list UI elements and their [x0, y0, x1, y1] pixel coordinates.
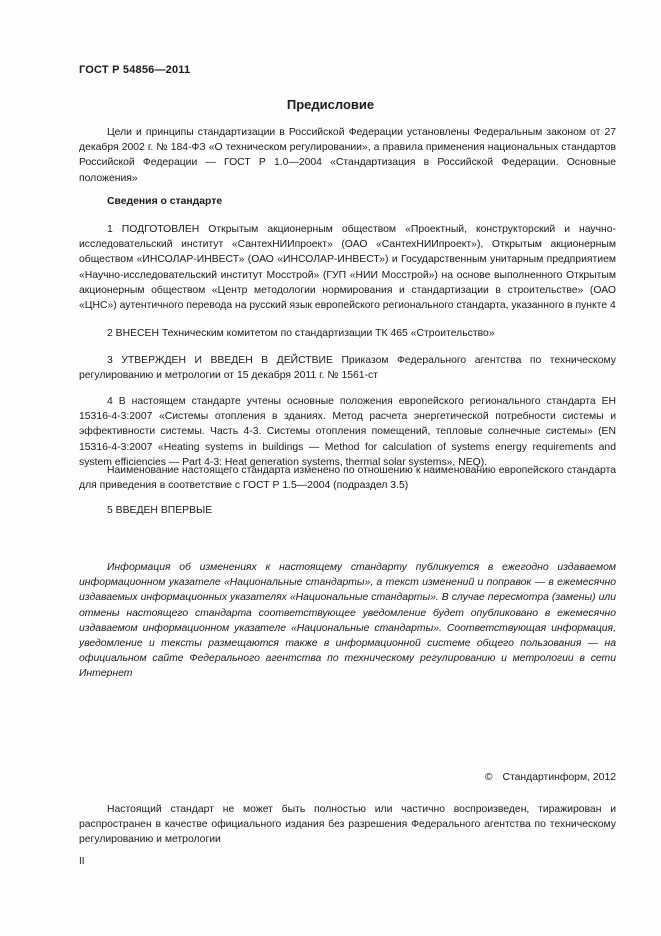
document-number: ГОСТ Р 54856—2011	[79, 64, 191, 76]
reproduction-notice: Настоящий стандарт не может быть полностью или частично воспроизведен, тиражирован и распространен в качестве официального издания без разрешения Федерального агентства по техническому регулированию и метрологии	[79, 804, 616, 846]
copyright-icon: ©	[484, 772, 493, 783]
page-number: II	[79, 856, 85, 867]
intro-paragraph: Цели и принципы стандартизации в Российской Федерации установлены Федеральным законом от 27 декабря 2002 г. № 184-ФЗ «О техническом регулировании», а правила применения национальных стандартов Российской Федерации — ГОСТ Р 1.0—2004 «Стандартизация в Российской Федерации. Основные положения»	[79, 127, 616, 184]
copyright-line	[485, 772, 616, 783]
info-item-4: 4 В настоящем стандарте учтены основные положения европейского регионального стандарта ЕН 15316-4-3:2007 «Системы отопления в зданиях. Метод расчета энергетической потребности системы и эффективности системы. Часть 4-3. Системы отопления помещений, тепловые солнечные системы» (EN 15316-4-3:2007 «Heating systems in buildings — Method for calculation of systems energy requirements and system efficiencies — Part 4-3: Heat generation systems, thermal solar systems», NEQ).	[79, 396, 616, 468]
copyright-text: Стандартинформ, 2012	[502, 772, 616, 783]
info-item-2: 2 ВНЕСЕН Техническим комитетом по стандартизации ТК 465 «Строительство»	[107, 328, 495, 339]
page-title: Предисловие	[286, 97, 375, 112]
info-item-1: 1 ПОДГОТОВЛЕН Открытым акционерным обществом «Проектный, конструкторский и научно-исследовательский институт «СантехНИИпроект» (ОАО «СантехНИИпроект»), Открытым акционерным обществом «ИНСОЛАР-ИНВЕСТ» (ОАО «ИНСОЛАР-ИНВЕСТ») и Государственным унитарным предприятием «Научно-исследовательский институт Мосстрой» (ГУП «НИИ Мосстрой») на основе выполненного Открытым акционерным обществом «Центр методологии нормирования и стандартизации в строительстве» (ОАО «ЦНС») аутентичного перевода на русский язык европейского регионального стандарта, указанного в пункте 4	[79, 224, 616, 312]
info-item-4-note: Наименование настоящего стандарта изменено по отношению к наименованию европейского стандарта для приведения в соответствие с ГОСТ Р 1.5—2004 (подраздел 3.5)	[79, 465, 616, 492]
section-heading: Сведения о стандарте	[107, 196, 223, 207]
info-item-5: 5 ВВЕДЕН ВПЕРВЫЕ	[107, 505, 213, 516]
info-item-3: 3 УТВЕРЖДЕН И ВВЕДЕН В ДЕЙСТВИЕ Приказом Федерального агентства по техническому регулированию и метрологии от 15 декабря 2011 г. № 1561-ст	[79, 355, 616, 382]
notice-paragraph: Информация об изменениях к настоящему стандарту публикуется в ежегодно издаваемом информационном указателе «Национальные стандарты», а текст изменений и поправок — в ежемесячно издаваемых информационных указателях «Национальные стандарты». В случае пересмотра (замены) или отмены настоящего стандарта соответствующее уведомление будет опубликовано в ежемесячно издаваемом информационном указателе «Национальные стандарты». Соответствующая информация, уведомление и тексты размещаются также в информационной системе общего пользования — на официальном сайте Федерального агентства по техническому регулированию и метрологии в сети Интернет	[79, 562, 616, 680]
